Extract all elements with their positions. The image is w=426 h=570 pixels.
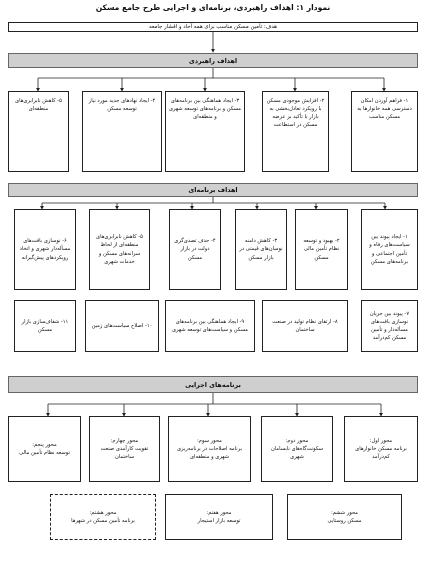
executive-programs-header: برنامه‌های اجرایی xyxy=(8,376,418,393)
program-goal-11: ۱۱- شفاف‌سازی بازار مسکن xyxy=(14,300,76,352)
executive-axis-6: محور ششم: مسکن روستایی xyxy=(287,494,402,540)
main-goal: هدف: تأمین مسکن مناسب برای همه آحاد و اقشار جامعه xyxy=(8,22,418,32)
strategic-goal-5: ۵- کاهش نابرابری‌های منطقه‌ای xyxy=(8,91,69,172)
executive-axis-1: محور اول: برنامه مسکن خانوارهای کم‌درآمد xyxy=(344,416,418,482)
program-goal-4: ۴- حذف تصدی‌گری دولت در بازار مسکن xyxy=(169,209,221,290)
program-goal-3: ۳- کاهش دامنه نوسان‌های قیمتی در بازار مسکن xyxy=(235,209,287,290)
strategic-goal-1: ۱- فراهم آوردن امکان دسترسی همه خانوارها به مسکن مناسب xyxy=(351,91,418,172)
program-goals-header: اهداف برنامه‌ای xyxy=(8,183,418,197)
strategic-goal-2: ۲- افزایش موجودی مسکن با رویکرد تعادل‌بخشی به بازار با تأکید بر عرضه مسکن در استطاعت xyxy=(262,91,329,172)
program-goal-10: ۱۰- اصلاح سیاست‌های زمین xyxy=(85,300,159,352)
program-goal-9: ۹- ایجاد هماهنگی بین برنامه‌های مسکن و سیاست‌های توسعه شهری xyxy=(165,300,255,352)
strategic-goal-4: ۴- ایجاد نهادهای جدید مورد نیاز توسعه مسکن xyxy=(82,91,162,172)
strategic-goal-3: ۳- ایجاد هماهنگی بین برنامه‌های مسکن و برنامه‌های توسعه شهری و منطقه‌ای xyxy=(165,91,245,172)
strategic-goals-header: اهداف راهبردی xyxy=(8,53,418,68)
program-goal-8: ۸- ارتقای نظام تولید در صنعت ساختمان xyxy=(262,300,348,352)
program-goal-6: ۶- نوسازی بافت‌های مسأله‌دار شهری و اتخاذ رویکردهای پیش‌گیرانه xyxy=(14,209,76,290)
program-goal-1: ۱- ایجاد پیوند بین سیاست‌های رفاه و تأمین اجتماعی و برنامه‌های مسکن xyxy=(361,209,418,290)
executive-axis-3: محور سوم: برنامه اصلاحات در برنامه‌ریزی شهری و منطقه‌ای xyxy=(168,416,251,482)
executive-axis-7: محور هفتم: توسعه بازار استیجار xyxy=(165,494,273,540)
diagram-title: نمودار ۱: اهداف راهبردی، برنامه‌ای و اجرایی طرح جامع مسکن xyxy=(95,3,331,12)
executive-axis-4: محور چهارم: تقویت کارآمدی صنعت ساختمان xyxy=(89,416,160,482)
executive-axis-2: محور دوم: سکونت‌گاه‌های نابسامان شهری xyxy=(261,416,333,482)
executive-axis-5: محور پنجم: توسعه نظام تأمین مالی xyxy=(8,416,81,482)
program-goal-7: ۷- پیوند بین جریان نوسازی بافت‌های مسأله‌دار و تأمین مسکن کم‌درآمد xyxy=(361,300,418,352)
program-goal-5: ۵- کاهش نابرابری‌های منطقه‌ای از لحاظ سرانه‌های مسکن و خدمات شهری xyxy=(89,209,150,290)
program-goal-2: ۲- بهبود و توسعه نظام تأمین مالی مسکن xyxy=(295,209,348,290)
executive-axis-8: محور هشتم: برنامه تأمین مسکن در شهرها xyxy=(50,494,156,540)
